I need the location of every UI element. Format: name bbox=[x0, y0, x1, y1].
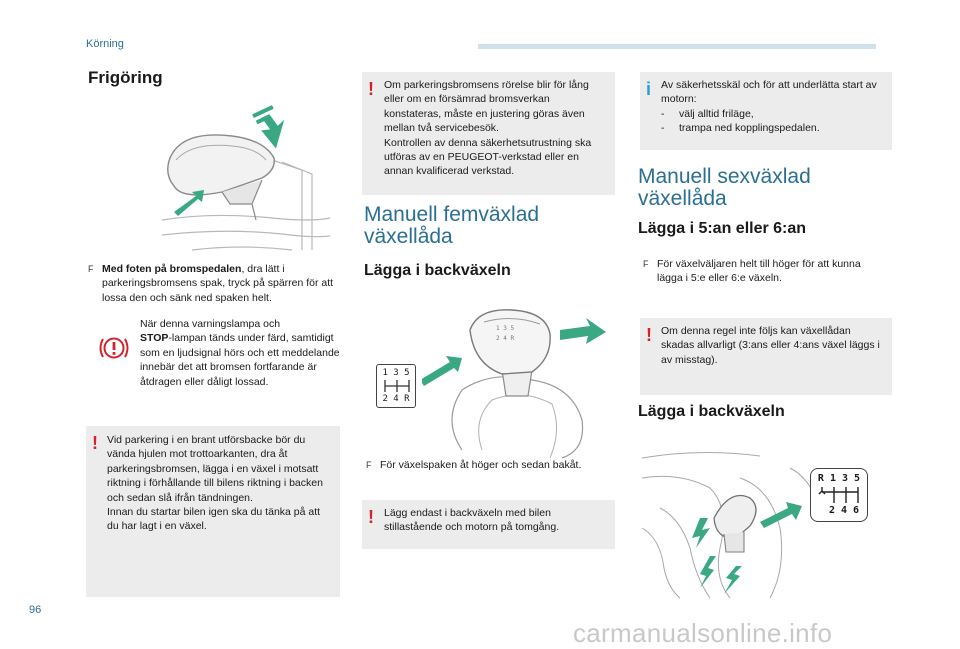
step-release-brake bbox=[88, 262, 342, 305]
warning-box-adjustment bbox=[362, 72, 615, 195]
gear-top-row: R 1 3 5 bbox=[817, 473, 861, 484]
header-bar bbox=[478, 44, 876, 49]
gear-bottom-row: 2 4 R bbox=[382, 394, 410, 404]
info-dash: - bbox=[661, 107, 665, 120]
parking-brake-illustration bbox=[152, 100, 332, 260]
step-bold: Med foten på bromspedalen bbox=[102, 263, 242, 275]
warning-box-gearbox bbox=[640, 318, 892, 395]
info-item-text: välj alltid friläge, bbox=[679, 107, 754, 120]
subtitle-reverse-six: Lägga i backväxeln bbox=[638, 403, 785, 420]
gear-shift-pattern-icon bbox=[381, 379, 413, 393]
lamp-text-2: -lampan tänds under färd, samtidigt som en ljudsignal hörs och ett meddelande innebär det att bromsen fortfarande är åtdragen eller dåligt lossad. bbox=[140, 332, 340, 388]
lamp-description bbox=[140, 317, 342, 389]
info-item bbox=[661, 121, 885, 135]
info-item-text: trampa ned kopplingspedalen. bbox=[679, 122, 820, 135]
warning-box-parking bbox=[86, 426, 340, 597]
info-dash: - bbox=[661, 122, 665, 135]
gear-lever-five-illustration bbox=[422, 300, 616, 460]
lamp-text-1: När denna varningslampa och bbox=[140, 318, 281, 330]
gear-diagram-six bbox=[810, 468, 868, 522]
gear-shift-pattern-icon bbox=[817, 486, 863, 504]
step-rest: , dra lätt i parkeringsbromsens spak, tryck på spärren för att lossa den och sänk ned spaken helt. bbox=[102, 263, 334, 304]
info-box-safety bbox=[640, 72, 892, 150]
warning-icon: ! bbox=[92, 433, 98, 453]
info-icon: i bbox=[646, 79, 652, 99]
warning-icon: ! bbox=[368, 79, 374, 99]
gear-diagram-five bbox=[376, 364, 416, 408]
warning-icon: ! bbox=[646, 325, 652, 345]
section-header: Körning bbox=[86, 38, 124, 50]
step-bullet-icon: F bbox=[643, 259, 649, 269]
subtitle-fifth-sixth: Lägga i 5:an eller 6:an bbox=[638, 220, 807, 237]
title-five-speed: Manuell femväxlad växellåda bbox=[364, 203, 540, 248]
warning-text-gearbox: Om denna regel inte följs kan växellådan skadas allvarligt (3:ans eller 4:ans växel läggs i av misstag). bbox=[661, 325, 880, 366]
gear-top-row: 1 3 5 bbox=[382, 368, 410, 378]
warning-text-adjustment: Om parkeringsbromsens rörelse blir för lång eller om en försämrad bromsverkan konstateras, måste en justering göras även mellan två servicebesök. Kontrollen av denna säkerhetsutrustning ska utföras av en PEUGEOT-verkstad eller en annan kvalificerad verkstad. bbox=[384, 79, 592, 178]
page-number: 96 bbox=[29, 604, 42, 616]
info-text bbox=[661, 78, 885, 136]
subtitle-reverse-five: Lägga i backväxeln bbox=[364, 262, 511, 279]
step-bullet-icon: F bbox=[88, 264, 94, 274]
svg-text:1 3 5: 1 3 5 bbox=[496, 325, 515, 332]
warning-icon: ! bbox=[368, 507, 374, 527]
step-fifth-sixth bbox=[643, 257, 889, 286]
info-item bbox=[661, 107, 885, 121]
title-six-speed: Manuell sexväxlad växellåda bbox=[638, 165, 811, 210]
brake-warning-lamp-icon bbox=[95, 334, 133, 362]
info-intro: Av säkerhetsskäl och för att underlätta start av motorn: bbox=[661, 79, 877, 106]
warning-text-parking: Vid parkering i en brant utförsbacke bör du vända hjulen mot trottoarkanten, dra åt parkeringsbromsen, lägga i en växel i motsatt riktning i förhållande till bilens riktning i backen och sedan slå ifrån tändningen. Innan du startar bilen igen ska du tänka på att du har lagt i en växel. bbox=[107, 434, 323, 533]
step-text: För växelspaken åt höger och sedan bakåt. bbox=[380, 459, 582, 471]
lamp-stop: STOP bbox=[140, 332, 169, 345]
step-text: För växelväljaren helt till höger för att kunna lägga i 5:e eller 6:e växeln. bbox=[657, 258, 861, 285]
warning-box-reverse bbox=[362, 500, 615, 549]
gear-bottom-row: 2 4 6 bbox=[828, 505, 860, 516]
watermark: carmanualsonline.info bbox=[573, 618, 833, 648]
svg-text:2 4 R: 2 4 R bbox=[496, 335, 515, 342]
step-bullet-icon: F bbox=[366, 460, 372, 470]
step-reverse-five bbox=[366, 458, 616, 472]
warning-text-reverse: Lägg endast i backväxeln med bilen stillastående och motorn på tomgång. bbox=[384, 507, 560, 534]
title-frigoring: Frigöring bbox=[88, 68, 163, 87]
